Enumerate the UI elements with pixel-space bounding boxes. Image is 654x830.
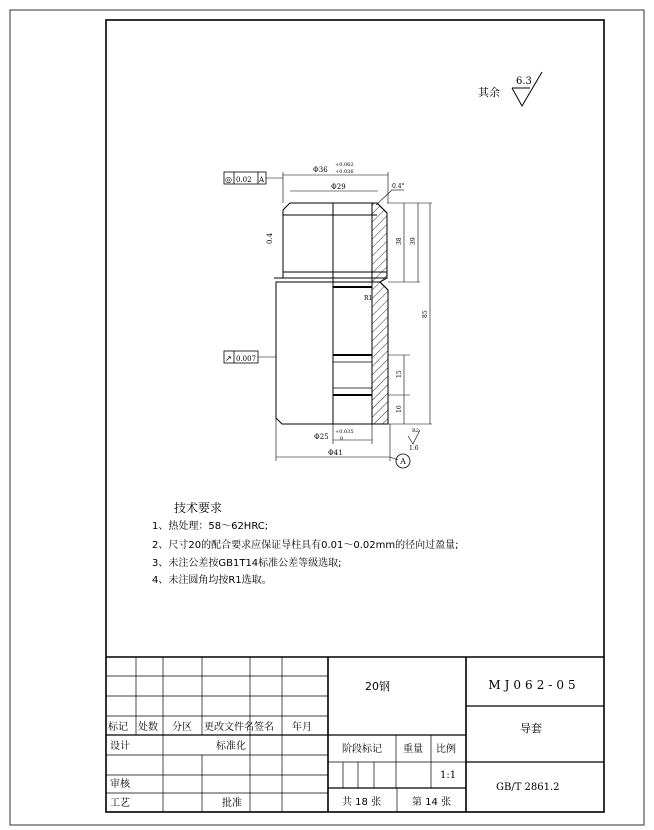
scale-label: 比例: [436, 744, 456, 755]
dim-ra-left: 0.4: [266, 232, 274, 244]
dim-outer-dia: Φ36: [313, 166, 328, 174]
dim-10: 10: [396, 405, 403, 413]
tech-item-2: 2、尺寸20的配合要求应保证导柱具有0.01～0.02mm的径向过盈量;: [152, 540, 459, 551]
dim-ra-bottom-top: R2: [412, 428, 419, 434]
weight-label: 重量: [403, 744, 423, 755]
dim-ra-bottom: 1.6: [409, 445, 419, 452]
roughness-label: 其余: [478, 86, 500, 99]
dim-r-small: R1: [364, 295, 373, 302]
datum-label: A: [400, 457, 406, 466]
dim-bore: Φ25: [314, 433, 329, 441]
dim-15: 15: [396, 370, 403, 378]
dim-bore-upper: +0.035: [335, 429, 354, 435]
tech-item-4: 4、未注圆角均按R1选取。: [152, 575, 272, 586]
drawing-number: MJ062-05: [488, 678, 580, 692]
sheet-number: 第 14 张: [412, 797, 452, 808]
tech-item-3: 3、未注公差按GB1T14标准公差等级选取;: [152, 558, 342, 569]
rev-header-zone: 分区: [172, 722, 192, 733]
svg-text:A: A: [259, 176, 265, 184]
standardization-label: 标准化: [216, 741, 246, 752]
dim-39: 39: [410, 237, 417, 245]
rev-header-file: 更改文件名: [204, 722, 254, 733]
material: 20钢: [365, 680, 390, 693]
roughness-value: 6.3: [516, 76, 532, 87]
runout-icon: ↗: [225, 354, 232, 363]
tech-title: 技术要求: [174, 501, 223, 515]
dim-38: 38: [396, 237, 403, 245]
stage-mark-label: 阶段标记: [342, 744, 382, 755]
dim-base-dia: Φ41: [328, 449, 343, 457]
dim-inner-top: Φ29: [331, 183, 346, 191]
tolerance-frame-runout: [224, 351, 258, 363]
approve-label: 批准: [222, 798, 242, 809]
rev-header-count: 处数: [138, 722, 158, 733]
standard-code: GB/T 2861.2: [496, 782, 560, 793]
process-label: 工艺: [110, 798, 130, 809]
svg-text:0.007: 0.007: [236, 355, 257, 363]
tolerance-frame-concentricity: [224, 172, 266, 184]
rev-header-sign: 签名: [254, 722, 274, 733]
dim-outer-dia-upper: +0.062: [335, 162, 354, 168]
dim-chamfer: 0.4°: [392, 183, 405, 190]
inner-border: [106, 20, 604, 812]
dim-85: 85: [422, 310, 429, 318]
hatched-wall: [372, 203, 388, 424]
design-label: 设计: [110, 741, 130, 752]
total-sheets: 共 18 张: [342, 797, 382, 808]
scale-value: 1:1: [440, 770, 457, 781]
tech-item-1: 1、热处理：58～62HRC;: [152, 521, 269, 532]
dim-bore-lower: 0: [340, 436, 344, 442]
check-label: 审核: [110, 779, 130, 790]
outer-border: [10, 10, 644, 825]
rev-header-date: 年月: [292, 722, 312, 733]
concentricity-icon: ◎: [225, 175, 232, 184]
rev-header-mark: 标记: [108, 722, 128, 733]
dim-outer-dia-lower: +0.036: [335, 169, 354, 175]
part-drawing: [274, 203, 388, 424]
svg-text:0.02: 0.02: [236, 176, 252, 184]
part-name: 导套: [520, 722, 542, 735]
